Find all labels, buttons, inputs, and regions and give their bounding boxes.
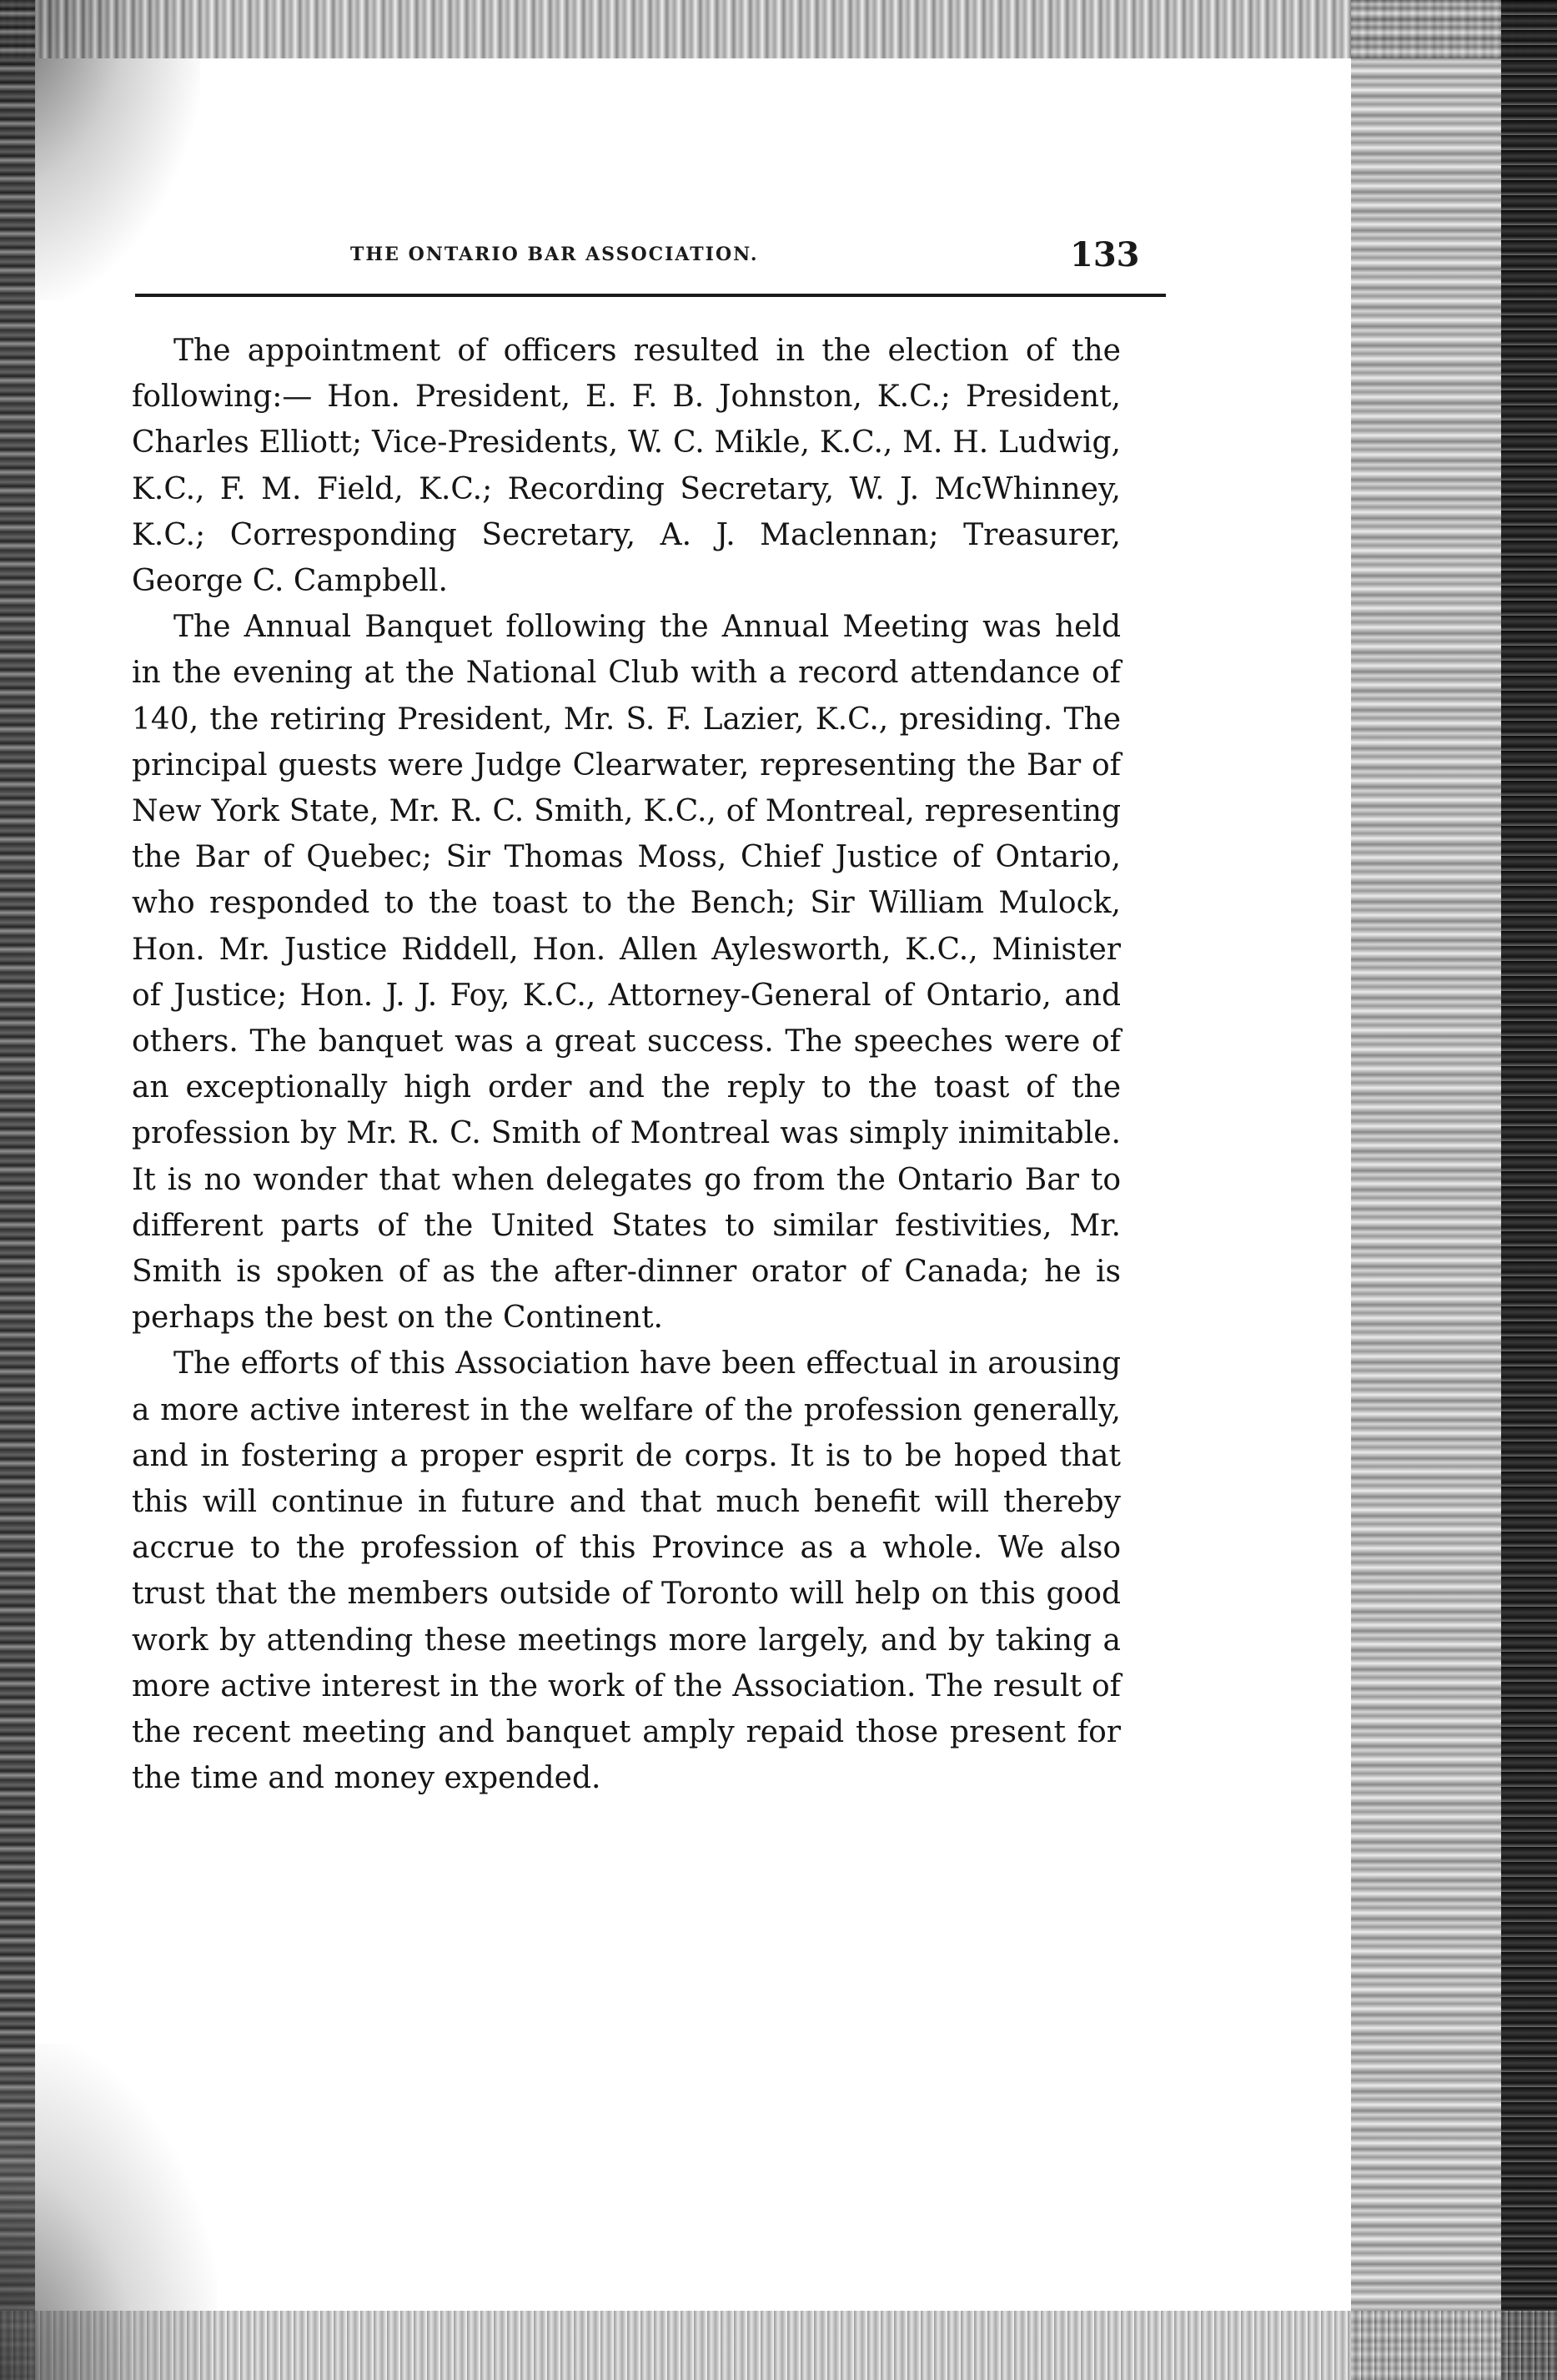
paragraph-officers: The appointment of officers resulted in the election of the following:— Hon. President, E. F. B. Johnston, K.C.; President, Charles Elliott; Vice-Presidents, W. C. Mikle, K.C., M. H. Ludwig, K.C., F. M. Field, K.C.; Recording Secretary, W. J. McWhinney, K.C.; Corresponding Secretary, A. J. Maclennan; Treasurer, George C. Campbell. [132, 334, 1121, 599]
paragraph-efforts: The efforts of this Association have been effectual in arousing a more active interest in the welfare of the profession generally, and in fostering a proper esprit de corps. It is to be hoped that this will continue in future and that much benefit will thereby accrue to the profession of this Province as a whole. We also trust that the members outside of Toronto will help on this good work by attending these meetings more largely, and by taking a more active interest in the work of the Association. The result of the recent meeting and banquet amply repaid those present for the time and money expended. [132, 1346, 1121, 1796]
scan-shadow-bottom-left [0, 2044, 217, 2380]
scan-noise-bottom [0, 2311, 1557, 2380]
scan-edge-left [0, 0, 35, 2380]
running-head: THE ONTARIO BAR ASSOCIATION. [350, 244, 759, 265]
body-text [132, 328, 1121, 1802]
header-rule [135, 294, 1166, 297]
scan-edge-right [1501, 0, 1557, 2380]
scan-noise-top [0, 0, 1557, 58]
page-number: 133 [1070, 235, 1140, 274]
paragraph-banquet: The Annual Banquet following the Annual Meeting was held in the evening at the National Club with a record attendance of 140, the retiring President, Mr. S. F. Lazier, K.C., presiding. The principal guests were Judge Clearwater, representing the Bar of New York State, Mr. R. C. Smith, K.C., of Montreal, representing the Bar of Quebec; Sir Thomas Moss, Chief Justice of Ontario, who responded to the toast to the Bench; Sir William Mulock, Hon. Mr. Justice Riddell, Hon. Allen Aylesworth, K.C., Minister of Justice; Hon. J. J. Foy, K.C., Attorney-General of Ontario, and others. The banquet was a great success. The speeches were of an exceptionally high order and the reply to the toast of the profession by Mr. R. C. Smith of Montreal was simply inimitable. It is no wonder that when delegates go from the Ontario Bar to different parts of the United States to similar festivities, Mr. Smith is spoken of as the after-dinner orator of Canada; he is perhaps the best on the Continent. [132, 610, 1121, 1336]
